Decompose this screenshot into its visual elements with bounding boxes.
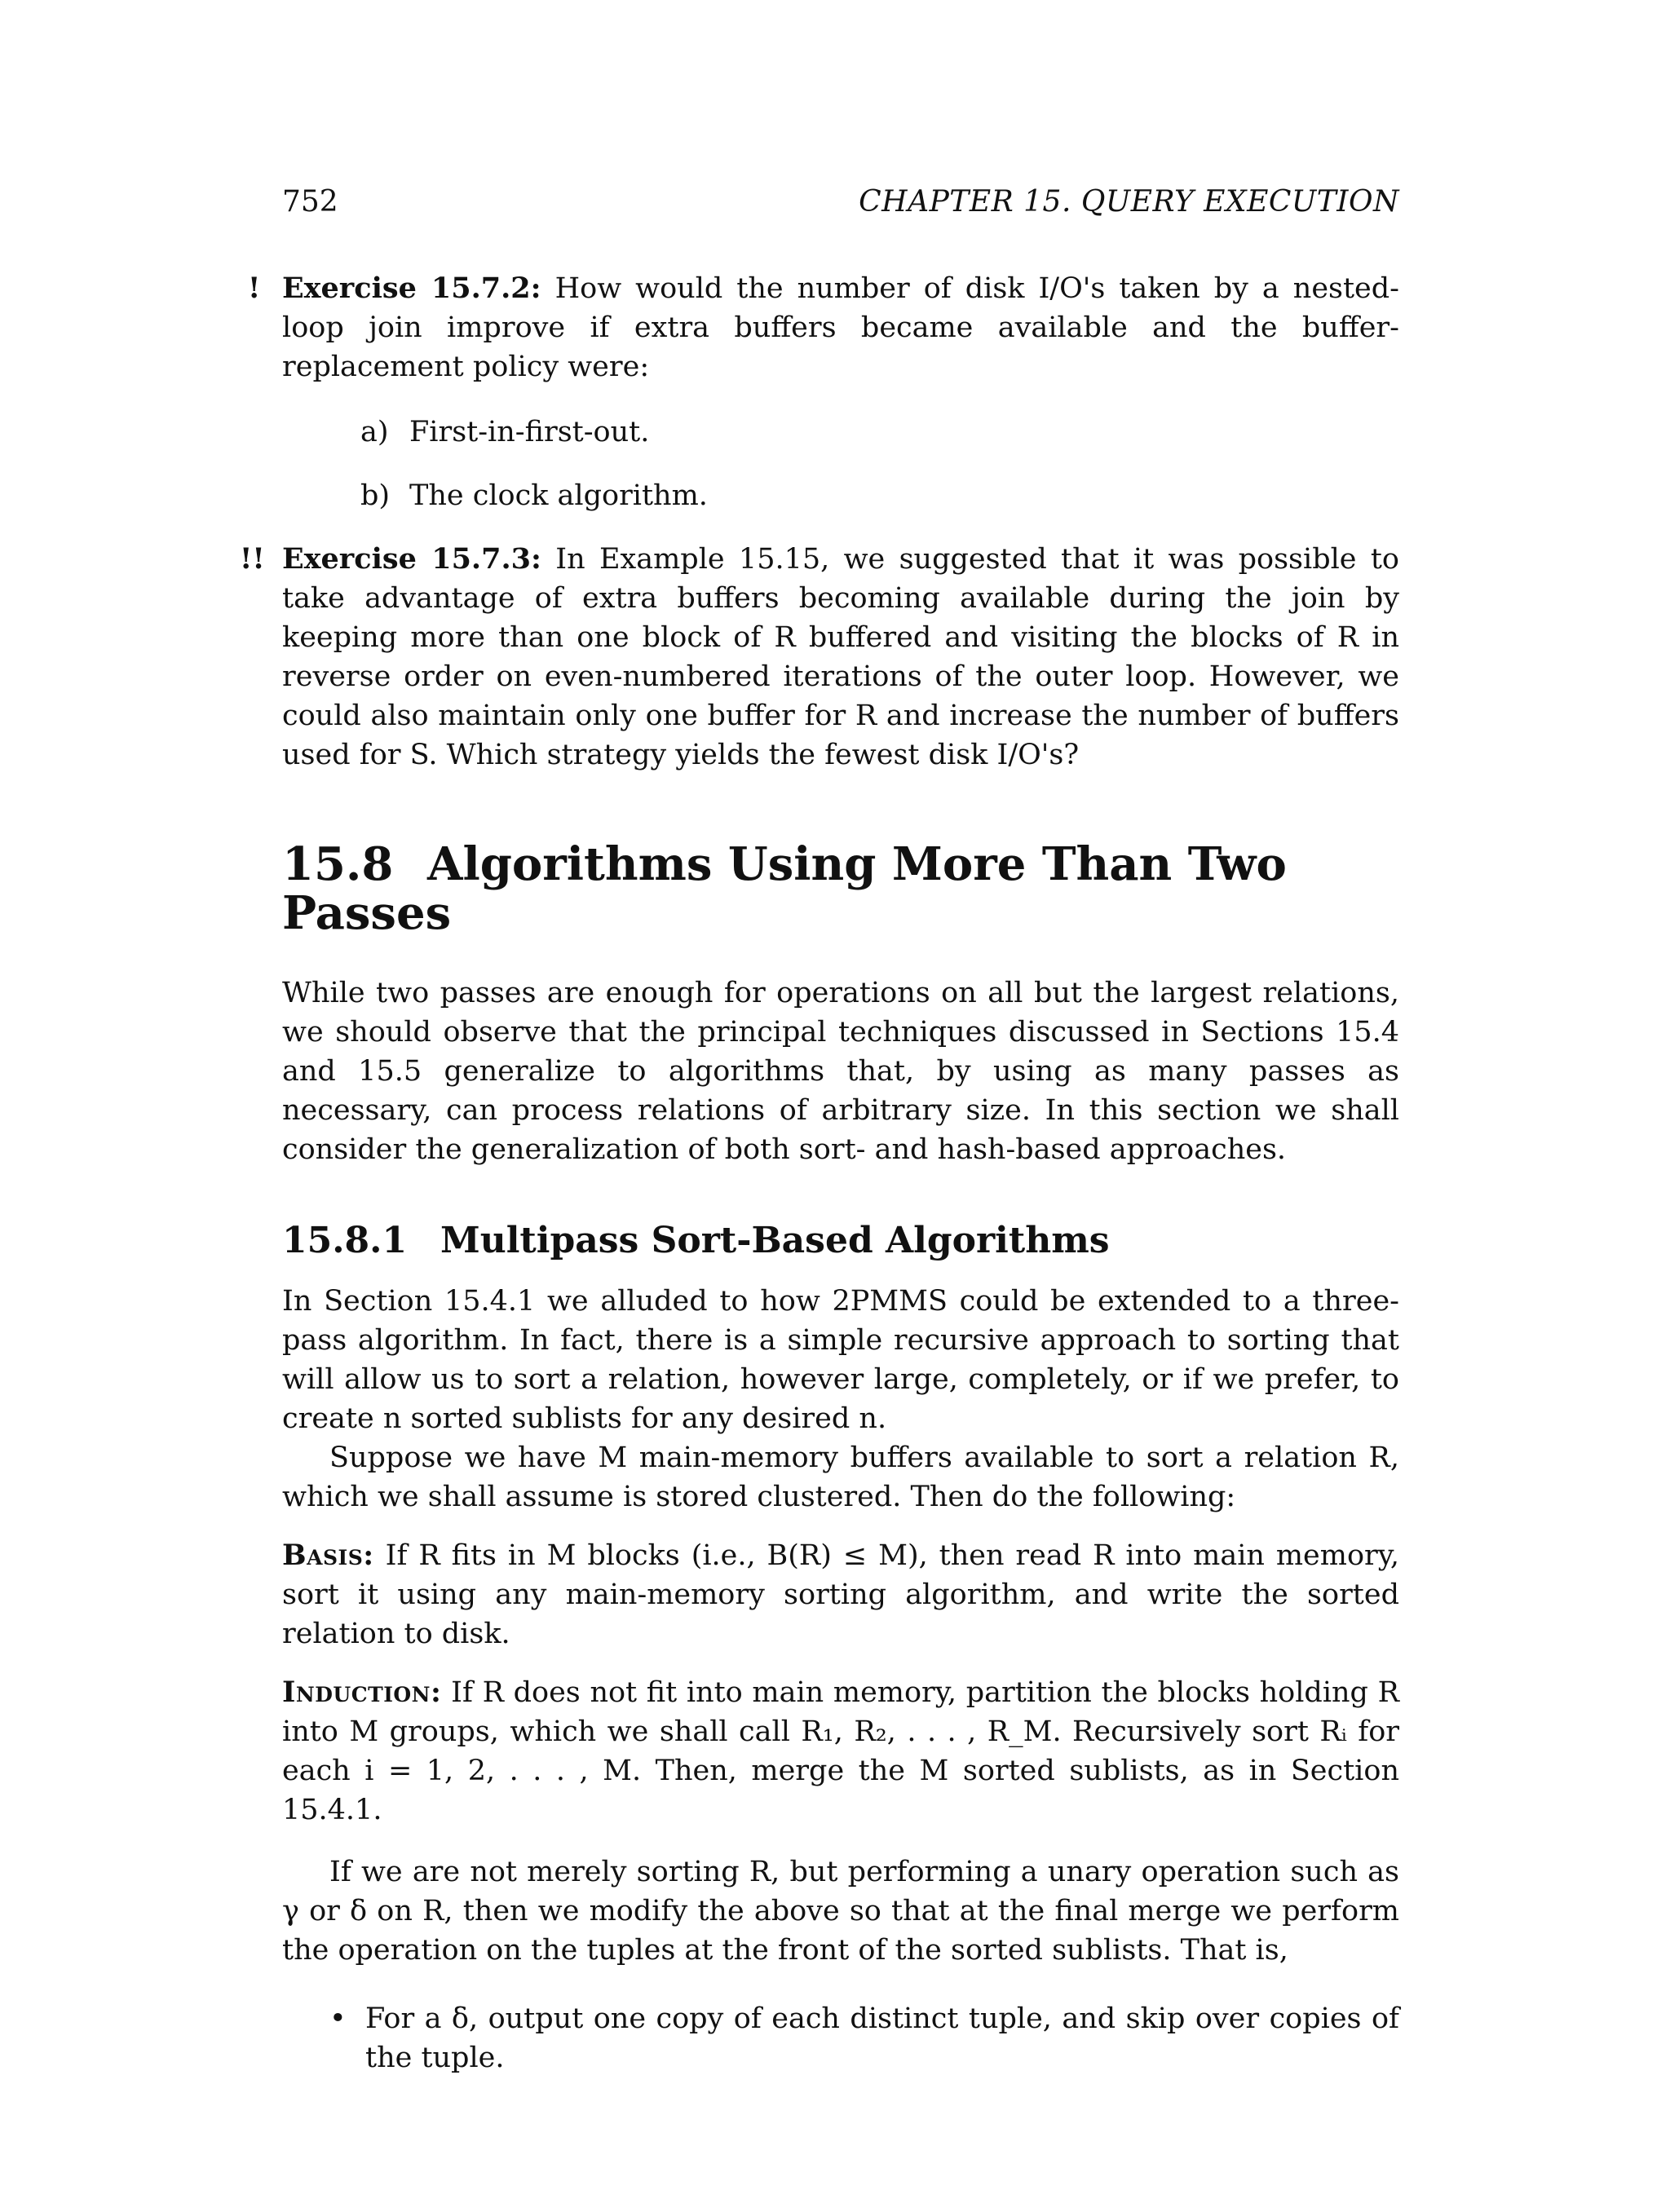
item-text: The clock algorithm. (409, 479, 708, 512)
basis-rule (282, 1536, 1399, 1653)
bullet-list (282, 1999, 1399, 2077)
list-item (326, 1999, 1399, 2077)
section-intro: While two passes are enough for operations on all but the largest relations, we should observe that the principal techniques discussed in Sections 15.4 and 15.5 generalize to algorithms that, by using as many passes as necessary, can process relations of arbitrary size. In this section we shall consider the generalization of both sort- and hash-based approaches. (282, 977, 1399, 1166)
chapter-title: CHAPTER 15. QUERY EXECUTION (859, 185, 1399, 219)
item-text: First-in-first-out. (409, 416, 650, 448)
bullet-icon: • (329, 2002, 347, 2035)
basis-text: If R fits in M blocks (i.e., B(R) ≤ M), then read R into main memory, sort it using any main-memory sorting algorithm, and write the sorted relation to disk. (282, 1539, 1399, 1650)
page-number: 752 (282, 185, 338, 219)
exercise-item (360, 476, 1399, 515)
exercise-body: In Example 15.15, we suggested that it was possible to take advantage of extra buffers becoming available during the join by keeping more than one block of R buffered and visiting the blocks of R in reverse order on even-numbered iterations of the outer loop. However, we could also maintain only one buffer for R and increase the number of buffers used for S. Which strategy yields the fewest disk I/O's? (282, 543, 1399, 771)
exercise-body: How would the number of disk I/O's taken by a nested-loop join improve if extra buffers became available and the buffer-replacement policy were: (282, 272, 1399, 383)
difficulty-mark: !! (240, 542, 265, 576)
paragraph: Suppose we have M main-memory buffers available to sort a relation R, which we shall assume is stored clustered. Then do the following: (282, 1442, 1399, 1513)
exercise-items (282, 413, 1399, 515)
document-page (240, 185, 1399, 2077)
exercise-text (282, 269, 1399, 386)
basis-label: Basis: (282, 1539, 374, 1572)
exercise-15-7-3 (240, 540, 1399, 775)
section-title: Algorithms Using More Than Two Passes (282, 837, 1287, 940)
subsection-title: Multipass Sort-Based Algorithms (440, 1220, 1110, 1261)
subsection-heading (282, 1220, 1399, 1262)
item-tag: b) (360, 479, 391, 512)
paragraph: In Section 15.4.1 we alluded to how 2PMMS could be extended to a three-pass algorithm. In fact, there is a simple recursive approach to sorting that will allow us to sort a relation, however large, completely, or if we prefer, to create n sorted sublists for any desired n. (282, 1285, 1399, 1435)
exercise-text (282, 540, 1399, 775)
exercise-label: Exercise 15.7.3: (282, 542, 541, 576)
section-number: 15.8 (282, 837, 394, 891)
induction-label: Induction: (282, 1676, 442, 1709)
running-header (282, 185, 1399, 219)
difficulty-mark: ! (248, 272, 261, 305)
induction-text: If R does not fit into main memory, partition the blocks holding R into M groups, which we shall call R₁, R₂, . . . , R_M. Recursively sort Rᵢ for each i = 1, 2, . . . , M. Then, merge the M sorted sublists, as in Section 15.4.1. (282, 1676, 1399, 1826)
item-tag: a) (360, 416, 389, 448)
exercise-item (360, 413, 1399, 452)
list-item-text: For a δ, output one copy of each distinct tuple, and skip over copies of the tuple. (365, 2002, 1399, 2074)
exercise-label: Exercise 15.7.2: (282, 272, 541, 305)
paragraph: If we are not merely sorting R, but performing a unary operation such as γ or δ on R, then we modify the above so that at the final merge we perform the operation on the tuples at the front of the sorted sublists. That is, (282, 1856, 1399, 1967)
induction-rule (282, 1673, 1399, 1830)
exercise-15-7-2 (248, 269, 1399, 515)
section-heading (282, 837, 1399, 940)
subsection-number: 15.8.1 (282, 1220, 408, 1261)
